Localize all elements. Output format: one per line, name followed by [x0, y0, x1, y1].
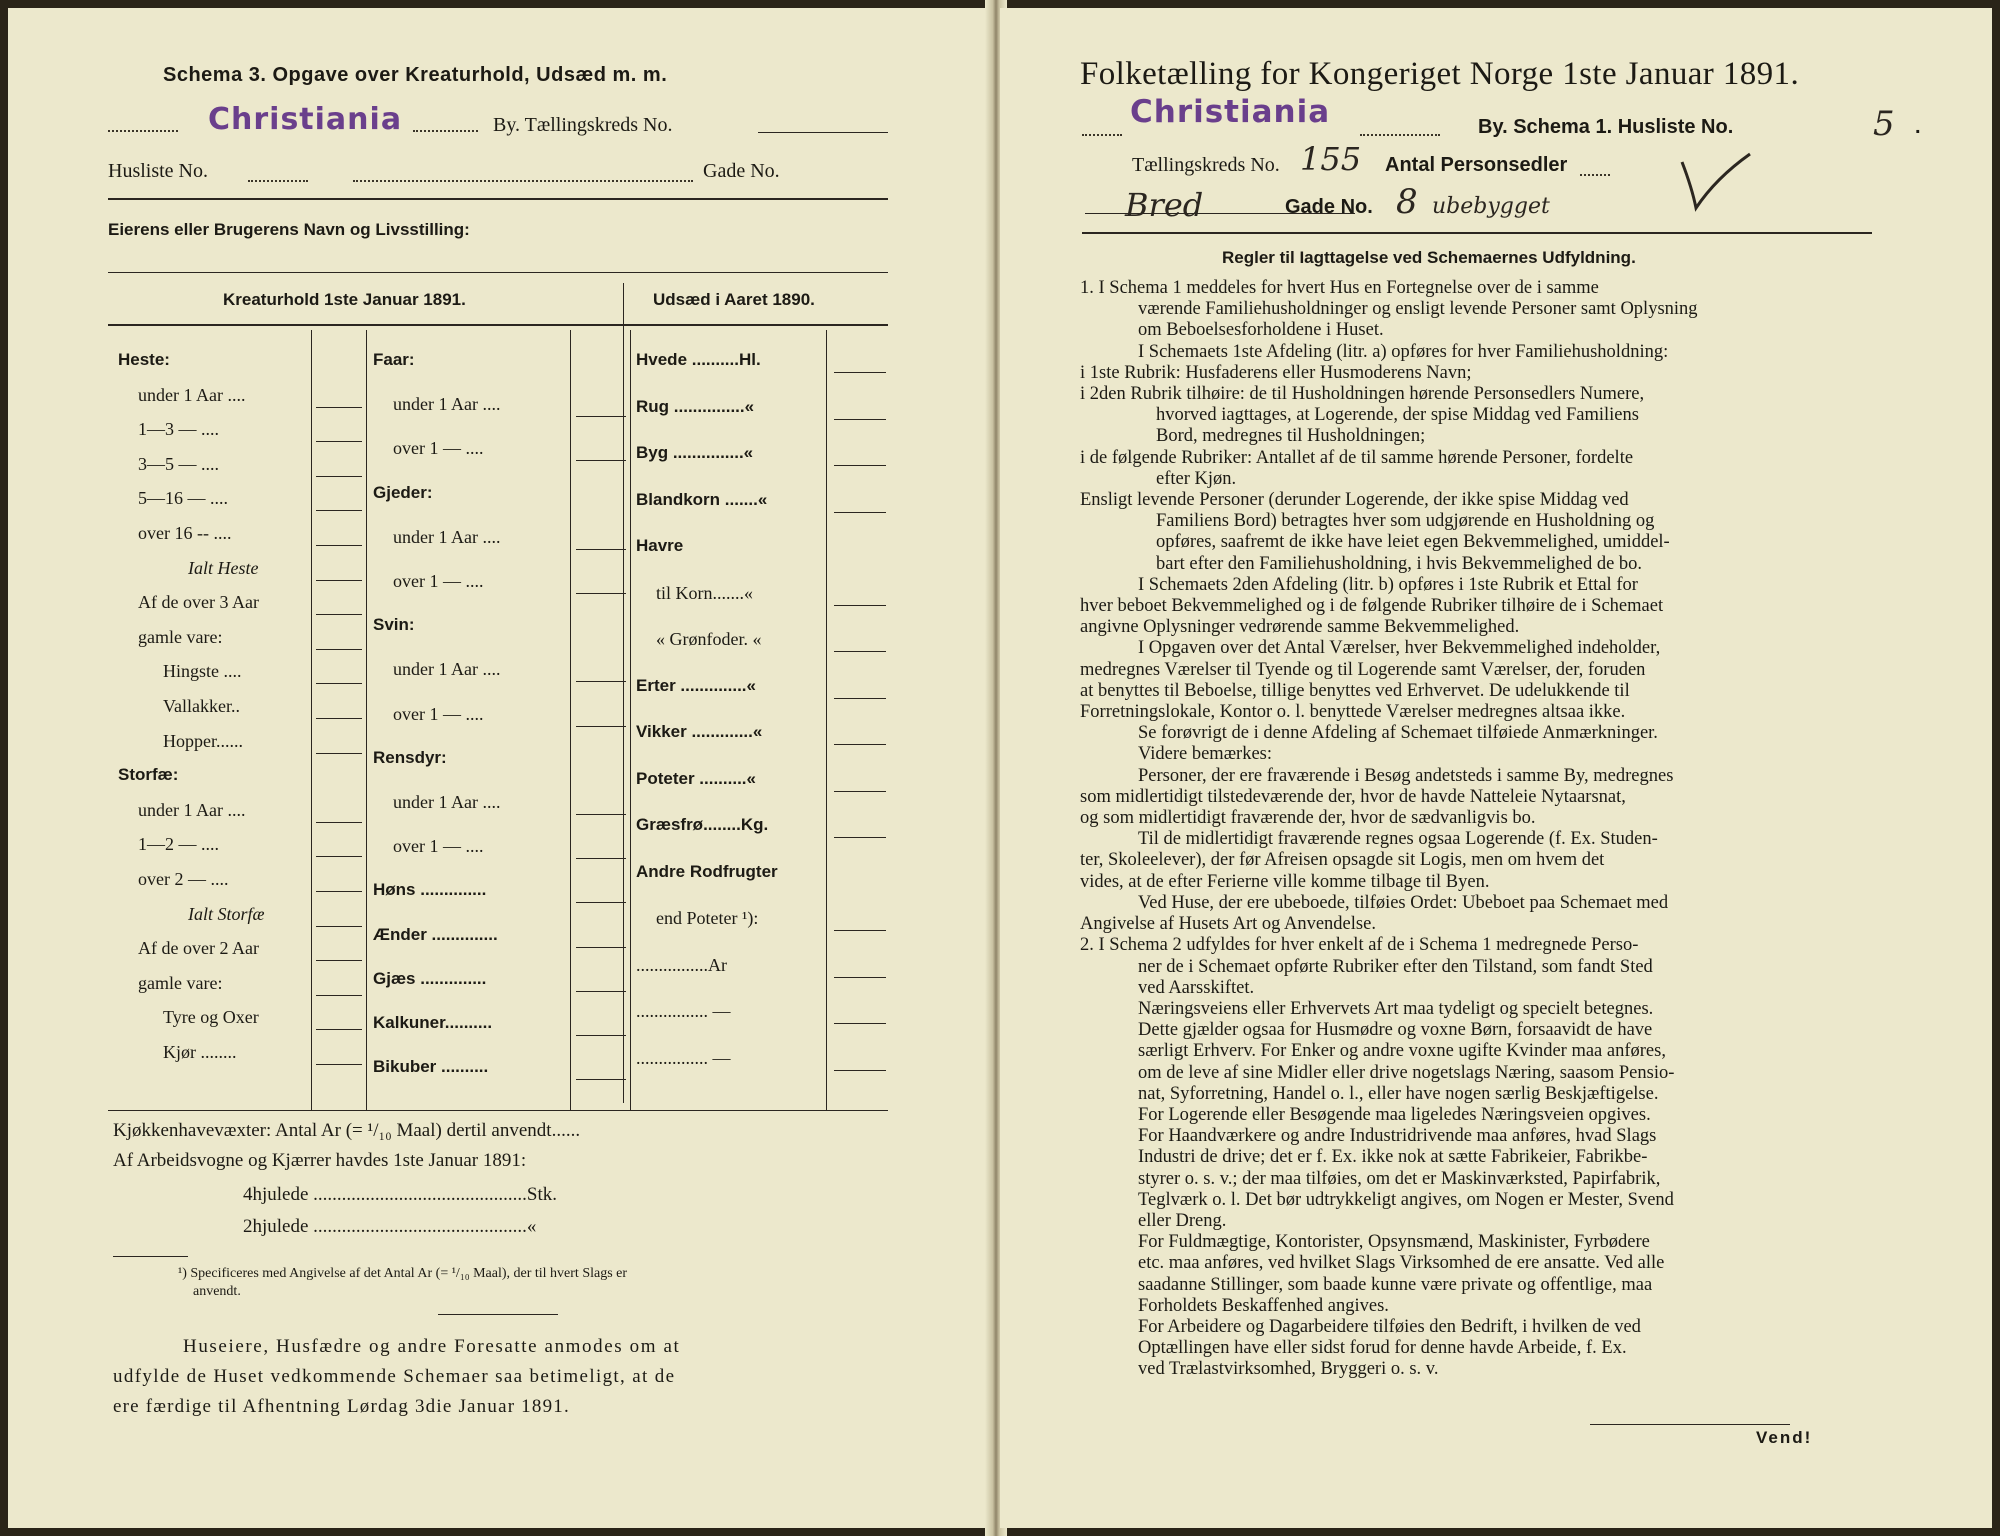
form-row-label: Ialt Storfæ — [188, 903, 265, 924]
entry-field-line — [834, 512, 886, 513]
rule-line: Se forøvrigt de i denne Afdeling af Schemaet tilføiede Anmærkninger. — [1138, 723, 1658, 744]
rule-line: vides, at de efter Ferierne ville komme tilbage til Byen. — [1080, 871, 1490, 892]
form-row-label: Kalkuner.......... — [373, 1013, 493, 1032]
entry-field-line — [834, 744, 886, 745]
udsaed-header: Udsæd i Aaret 1890. — [653, 290, 815, 309]
form-row-label: Hopper...... — [163, 730, 243, 751]
rule-line: ved Aarsskiftet. — [1138, 977, 1255, 998]
form-row-label: Vallakker.. — [163, 696, 240, 716]
antal-personsedler-label: Antal Personsedler — [1385, 154, 1568, 176]
rule-line: For Logerende eller Besøgende maa ligeledes Næringsveien opgives. — [1138, 1104, 1651, 1125]
rule-line: og som midlertidigt fraværende der, hvor de sædvanligvis bo. — [1080, 808, 1536, 829]
rule-line: i de følgende Rubriker: Antallet af de til samme hørende Personer, fordelte — [1080, 447, 1634, 468]
rule-line: som midlertidigt tilstedeværende der, hvor de havde Natteleie Nytaarsnat, — [1080, 786, 1626, 807]
kreaturhold-header: Kreaturhold 1ste Januar 1891. — [223, 290, 466, 309]
rule-line: Dette gjælder ogsaa for Husmødre og voxne Børn, forsaavidt de have — [1138, 1020, 1653, 1041]
form-row-label: 1—3 — .... — [138, 419, 219, 440]
entry-field-line — [316, 407, 362, 408]
form-row-label: Erter ..............« — [636, 675, 756, 695]
entry-field-line — [834, 419, 886, 420]
rule-line: styrer o. s. v.; der maa tilføies, om det er Maskinværksted, Papirfabrik, — [1138, 1168, 1661, 1189]
form-row-label: Gjæs .............. — [373, 968, 487, 988]
gade-label: Gade No. — [703, 160, 780, 182]
form-row-label: Byg ...............« — [636, 443, 754, 462]
form-row-label: under 1 Aar .... — [138, 799, 246, 820]
form-row-label: Svin: — [373, 615, 415, 635]
gade-note: ubebygget — [1432, 194, 1550, 219]
form-row-label: gamle vare: — [138, 972, 223, 993]
rule-line: Familiens Bord) betragtes hver som udgjørende en Husholdning og — [1156, 511, 1655, 532]
form-row-label: til Korn.......« — [656, 582, 753, 603]
entry-field-line — [316, 718, 362, 719]
entry-field-line — [834, 791, 886, 792]
form-row-label: over 1 — .... — [393, 836, 484, 857]
form-row-label: under 1 Aar .... — [393, 792, 501, 812]
entry-field-line — [316, 683, 362, 684]
entry-field-line — [316, 1029, 362, 1030]
form-row-label: Ænder .............. — [373, 924, 498, 944]
rule-line: at benyttes til Beboelse, tillige benyttes ved Erhvervet. De udelukkende til — [1080, 680, 1630, 701]
entry-field-line — [834, 837, 886, 838]
entry-field-line — [576, 814, 626, 815]
entry-field-line — [576, 858, 626, 859]
form-row-label: Rug ...............« — [636, 396, 755, 416]
rule-line: nat, Syforretning, Handel o. l., eller have nogen særlig Beskjæftigelse. — [1138, 1083, 1659, 1104]
form-row-label: 5—16 — .... — [138, 488, 228, 509]
form-row-label: Græsfrø........Kg. — [636, 815, 769, 834]
entry-field-line — [576, 991, 626, 992]
form-row-label: Poteter ..........« — [636, 768, 756, 788]
rule-line: værende Familiehusholdninger og ensligt levende Personer samt Oplysning — [1138, 299, 1698, 320]
form-row-label: ................ — — [636, 1001, 731, 1021]
taellingskreds-label: Tællingskreds No. — [1132, 154, 1280, 176]
rule-line: I Schemaets 1ste Afdeling (litr. a) opføres for hver Familiehusholdning: — [1138, 341, 1669, 362]
rule-line: For Arbeidere og Dagarbeidere tilføies den Bedrift, i hvilken de ved — [1138, 1316, 1641, 1337]
form-row-label: Gjeder: — [373, 482, 433, 502]
form-row-label: Hingste .... — [163, 661, 242, 682]
form-row-label: Vikker .............« — [636, 722, 763, 741]
entry-field-line — [834, 930, 886, 931]
notice-line-2: udfylde de Huset vedkommende Schemaer saa betimeligt, at de — [113, 1366, 676, 1387]
right-page: Folketælling for Kongeriget Norge 1ste Januar 1891. Christiania By. Schema 1. Husliste No. 5 . Tællingskreds No. 155 Antal Personsedler Bred Gade No. 8 ubebygget Regler til Iagttagelse ved Schemaernes Udfyldning. 1. I Schema 1 meddeles for hvert Hus en Fortegnelse over de i samme værende Familiehusholdninger og ensligt levende Personer samt Oplysning om Beboelsesforholdene i Huset. I Schemaets 1ste Afdeling (litr. a) opføres for hver Familiehusholdning: i 1ste Rubrik: Husfaderens eller Husmoderens Navn; i 2den Rubrik tilhøire: de til Husholdningen hørende Personsedlers Numere, hvorved iagttages, at Logerende, der spise Middag ved Familiens Bord, medregnes til Husholdningen; i de følgende Rubriker: Antallet af de til samme hørende Personer, fordelte efter Kjøn. Ensligt levende Personer (derunder Logerende, der ikke spise Middag ved Familiens Bord) betragtes hver som udgjørende en Husholdning og opføres, saafremt de ikke have leiet egen Bekvemmelighed, umiddel- bart efter den Familiehusholdning, i hvis Bekvemmelighed de bo. I Schemaets 2den Afdeling (litr. b) opføres i 1ste Rubrik et Ettal for hver beboet Bekvemmelighed og i de følgende Rubriker tilhøire de i Schemaet angivne Oplysninger vedrørende samme Bekvemmelighed. I Opgaven over det Antal Værelser, hver Bekvemmelighed indeholder, medregnes Værelser til Tyende og til Logerende samt Værelser, der, foruden at benyttes til Beboelse, tillige benyttes ved Erhvervet. De udelukkende til Forretningslokale, Kontor o. l. benyttede Værelser medregnes altsaa ikke. Se forøvrigt de i denne Afdeling af Schemaet tilføiede Anmærkninger. Videre bemærkes: Personer, der ere fraværende i Besøg andetsteds i samme By, medregnes som midlertidigt tilstedeværende der, hvor de havde Natteleie Nytaarsnat, og som midlertidigt fraværende der, hvor de sædvanligvis bo. Til de midlertidigt fraværende regnes ogsaa Logerende (f. Ex. Studen- ter, Skoleelever), der før Afreisen opsagde sit Logis, men om hvem det vides, at de efter Ferierne ville komme tilbage til Byen. Ved Huse, der ere ubeboede, tilføies Ordet: Ubeboet paa Schemaet med Angivelse af Husets Art og Anvendelse. 2. I Schema 2 udfyldes for hver enkelt af de i Schema 1 medregnede Perso- ner de i Schemaet opførte Rubriker efter den Tilstand, som fandt Sted ved Aarsskiftet. Næringsveiens eller Erhvervets Art maa tydeligt og specielt betegnes. Dette gjælder ogsaa for Husmødre og voxne Børn, forsaavidt de have særligt Erhverv. For Enker og andre voxne ugifte Kvinder maa anføres, om de leve af sine Midler eller drive nogetslags Næring, saasom Pensio- nat, Syforretning, Handel o. l., eller have nogen særlig Beskjæftigelse. For Logerende eller Besøgende maa ligeledes Næringsveien opgives. For Haandværkere og andre Industridrivende maa anføres, hvad Slags Industri de drive; det er f. Ex. ikke nok at sætte Fabrikeier, Fabrikbe- styrer o. s. v.; der maa tilføies, om det er Maskinværksted, Papirfabrik, Teglværk o. l. Det bør udtrykkeligt angives, om Nogen er Mester, Svend eller Dreng. For Fuldmægtige, Kontorister, Opsynsmænd, Maskinister, Fyrbødere etc. maa anføres, ved hvilket Slags Virksomhed de ere ansatte. Ved alle saadanne Stillinger, som baade kunne være private og offentlige, maa Forholdets Beskaffenhed angives. For Arbeidere og Dagarbeidere tilføies den Bedrift, i hvilken de ved Optællingen have eller sidst forud for denne havde Arbeide, f. Ex. ved Trælastvirksomhed, Bryggeri o. s. v. Vend! — [1000, 8, 1992, 1528]
form-row-label: Blandkorn .......« — [636, 489, 768, 509]
gade-no-label: Gade No. — [1285, 196, 1373, 218]
rule-line: 1. I Schema 1 meddeles for hvert Hus en Fortegnelse over de i samme — [1080, 278, 1599, 298]
rule-line: i 1ste Rubrik: Husfaderens eller Husmoderens Navn; — [1080, 362, 1472, 383]
entry-field-line — [834, 698, 886, 699]
rule-line: efter Kjøn. — [1156, 468, 1237, 489]
form-row-label: ................Ar — [636, 954, 727, 975]
entry-field-line — [316, 545, 362, 546]
husliste-label: Husliste No. — [108, 160, 208, 182]
form-row-label: Rensdyr: — [373, 747, 447, 767]
schema-1-line: By. Schema 1. Husliste No. — [1478, 116, 1734, 138]
form-row-label: gamle vare: — [138, 626, 223, 647]
form-row-label: Ialt Heste — [188, 557, 259, 578]
entry-field-line — [576, 593, 626, 594]
rule-line: ter, Skoleelever), der før Afreisen opsagde sit Logis, men om hvem det — [1080, 850, 1605, 871]
rule-line: om Beboelsesforholdene i Huset. — [1138, 320, 1384, 341]
entry-field-line — [316, 476, 362, 477]
rule-line: Teglværk o. l. Det bør udtrykkeligt angives, om Nogen er Mester, Svend — [1138, 1189, 1674, 1210]
form-row-label: Kjør ........ — [163, 1042, 237, 1062]
notice-line-1: Huseiere, Husfædre og andre Foresatte anmodes om at — [183, 1336, 681, 1357]
form-row-label: over 1 — .... — [393, 703, 484, 724]
rule-line: Næringsveiens eller Erhvervets Art maa tydeligt og specielt betegnes. — [1138, 998, 1654, 1019]
footnote-line-2: anvendt. — [193, 1284, 241, 1299]
hjulede-2-line: 2hjulede .............................................« — [243, 1216, 537, 1237]
entry-field-line — [316, 1064, 362, 1065]
form-row-label: Af de over 2 Aar — [138, 938, 259, 959]
form-row-label: end Poteter ¹): — [656, 908, 759, 928]
entry-field-line — [316, 856, 362, 857]
entry-field-line — [576, 902, 626, 903]
gade-name: Bred — [1125, 186, 1204, 224]
rule-line: For Fuldmægtige, Kontorister, Opsynsmænd, Maskinister, Fyrbødere — [1138, 1232, 1650, 1253]
rule-line: Optællingen have eller sidst forud for denne havde Arbeide, f. Ex. — [1138, 1338, 1627, 1359]
rule-line: opføres, saafremt de ikke have leiet egen Bekvemmelighed, umiddel- — [1156, 532, 1670, 553]
entry-field-line — [834, 651, 886, 652]
form-row-label: under 1 Aar .... — [393, 659, 501, 680]
entry-field-line — [834, 372, 886, 373]
rule-line: bart efter den Familiehusholdning, i hvis Bekvemmelighed de bo. — [1156, 553, 1643, 574]
rule-line: ved Trælastvirksomhed, Bryggeri o. s. v. — [1138, 1359, 1439, 1380]
husliste-number: 5 — [1873, 104, 1895, 144]
entry-field-line — [316, 926, 362, 927]
form-row-label: Af de over 3 Aar — [138, 592, 259, 613]
rule-line: Forholdets Beskaffenhed angives. — [1138, 1295, 1389, 1316]
entry-field-line — [576, 1079, 626, 1080]
form-row-label: Bikuber .......... — [373, 1057, 489, 1077]
by-taellingskreds-label: By. Tællingskreds No. — [493, 114, 673, 136]
form-row-label: 1—2 — .... — [138, 834, 219, 855]
vend-label: Vend! — [1756, 1428, 1813, 1447]
entry-field-line — [834, 605, 886, 606]
entry-field-line — [834, 1023, 886, 1024]
footnote-line-1: ¹) Specificeres med Angivelse af det Antal Ar (= ¹/₁₀ Maal), der til hvert Slags er — [178, 1266, 628, 1281]
entry-field-line — [576, 460, 626, 461]
kjokkenhave-line: Kjøkkenhavevæxter: Antal Ar (= ¹/₁₀ Maal) dertil anvendt...... — [113, 1120, 581, 1141]
city-stamp: Christiania — [208, 102, 403, 137]
form-row-label: over 1 — .... — [393, 438, 484, 459]
form-row-label: 3—5 — .... — [138, 453, 219, 474]
form-row-label: over 16 -- .... — [138, 523, 232, 543]
entry-field-line — [316, 995, 362, 996]
checkmark-icon — [1676, 148, 1756, 218]
census-title: Folketælling for Kongeriget Norge 1ste Januar 1891. — [1080, 56, 1800, 92]
entry-field-line — [576, 726, 626, 727]
rule-line: etc. maa anføres, ved hvilket Slags Virksomhed de ere ansatte. Ved alle — [1138, 1253, 1665, 1274]
rules-title: Regler til Iagttagelse ved Schemaernes Udfyldning. — [1222, 248, 1636, 267]
form-row-label: Høns .............. — [373, 880, 487, 900]
rule-line: saadanne Stillinger, som baade kunne være private og offentlige, maa — [1138, 1274, 1653, 1295]
form-row-label: ................ — — [636, 1047, 731, 1068]
form-row-label: under 1 Aar .... — [393, 526, 501, 547]
entry-field-line — [316, 441, 362, 442]
rule-line: 2. I Schema 2 udfyldes for hver enkelt af de i Schema 1 medregnede Perso- — [1080, 935, 1639, 956]
entry-field-line — [316, 822, 362, 823]
form-row-label: over 1 — .... — [393, 571, 484, 591]
rule-line: Angivelse af Husets Art og Anvendelse. — [1080, 914, 1376, 935]
arbeidsvogne-line: Af Arbeidsvogne og Kjærrer havdes 1ste Januar 1891: — [113, 1150, 527, 1171]
entry-field-line — [316, 891, 362, 892]
city-stamp-right: Christiania — [1130, 94, 1331, 130]
form-row-label: Heste: — [118, 350, 170, 369]
form-row-label: under 1 Aar .... — [138, 384, 246, 405]
form-row-label: over 2 — .... — [138, 869, 229, 889]
entry-field-line — [316, 960, 362, 961]
entry-field-line — [316, 614, 362, 615]
rule-line: eller Dreng. — [1138, 1210, 1227, 1231]
rule-line: ner de i Schemaet opførte Rubriker efter den Tilstand, som fandt Sted — [1138, 956, 1653, 977]
taellingskreds-number: 155 — [1300, 140, 1362, 178]
entry-field-line — [576, 549, 626, 550]
rule-line: Forretningslokale, Kontor o. l. benyttede Værelser medregnes altsaa ikke. — [1080, 702, 1626, 723]
entry-field-line — [834, 465, 886, 466]
rule-line: Bord, medregnes til Husholdningen; — [1156, 426, 1426, 447]
rule-line: angivne Oplysninger vedrørende samme Bekvemmelighed. — [1080, 617, 1520, 638]
owner-label: Eierens eller Brugerens Navn og Livsstilling: — [108, 220, 470, 239]
form-row-label: Hvede ..........Hl. — [636, 350, 761, 369]
left-page — [8, 8, 992, 1528]
rule-line: hver beboet Bekvemmelighed og i de følgende Rubriker tilhøire de i Schemaet — [1080, 596, 1664, 617]
form-row-label: « Grønfoder. « — [656, 629, 762, 649]
form-row-label: Tyre og Oxer — [163, 1007, 259, 1028]
entry-field-line — [834, 977, 886, 978]
rule-line: Ensligt levende Personer (derunder Logerende, der ikke spise Middag ved — [1080, 490, 1629, 511]
rule-line: I Schemaets 2den Afdeling (litr. b) opføres i 1ste Rubrik et Ettal for — [1138, 574, 1638, 595]
rule-line: hvorved iagttages, at Logerende, der spise Middag ved Familiens — [1156, 405, 1639, 426]
entry-field-line — [576, 681, 626, 682]
rule-line: I Opgaven over det Antal Værelser, hver Bekvemmelighed indeholder, — [1138, 638, 1661, 659]
entry-field-line — [316, 649, 362, 650]
entry-field-line — [316, 753, 362, 754]
rule-line: Videre bemærkes: — [1138, 744, 1272, 765]
entry-field-line — [576, 947, 626, 948]
rule-line: Industri de drive; det er f. Ex. ikke nok at sætte Fabrikeier, Fabrikbe- — [1138, 1147, 1648, 1168]
notice-line-3: ere færdige til Afhentning Lørdag 3die Januar 1891. — [113, 1396, 570, 1417]
entry-field-line — [316, 580, 362, 581]
rule-line: særligt Erhverv. For Enker og andre voxne ugifte Kvinder maa anføres, — [1138, 1041, 1666, 1062]
rule-line: Til de midlertidigt fraværende regnes ogsaa Logerende (f. Ex. Studen- — [1138, 829, 1658, 850]
form-row-label: Faar: — [373, 350, 415, 369]
hjulede-4-line: 4hjulede .............................................Stk. — [243, 1184, 558, 1205]
form-row-label: under 1 Aar .... — [393, 394, 501, 415]
rule-line: i 2den Rubrik tilhøire: de til Husholdningen hørende Personsedlers Numere, — [1080, 384, 1645, 405]
rule-line: For Haandværkere og andre Industridrivende maa anføres, hvad Slags — [1138, 1126, 1657, 1147]
entry-field-line — [834, 1070, 886, 1071]
entry-field-line — [576, 1035, 626, 1036]
rule-line: om de leve af sine Midler eller drive nogetslags Næring, saasom Pensio- — [1138, 1062, 1675, 1083]
rule-line: Personer, der ere fraværende i Besøg andetsteds i samme By, medregnes — [1138, 765, 1674, 786]
schema-3-title: Schema 3. Opgave over Kreaturhold, Udsæd m. m. — [163, 64, 668, 86]
entry-field-line — [316, 510, 362, 511]
form-row-label: Andre Rodfrugter — [636, 861, 778, 881]
rule-line: Ved Huse, der ere ubeboede, tilføies Ordet: Ubeboet paa Schemaet med — [1138, 892, 1669, 913]
gade-number: 8 — [1396, 182, 1418, 222]
form-row-label: Storfæ: — [118, 765, 179, 785]
entry-field-line — [576, 416, 626, 417]
form-row-label: Havre — [636, 536, 684, 555]
rules-text — [1080, 278, 1940, 1381]
rule-line: medregnes Værelser til Tyende og til Logerende samt Værelser, der, foruden — [1080, 659, 1646, 680]
